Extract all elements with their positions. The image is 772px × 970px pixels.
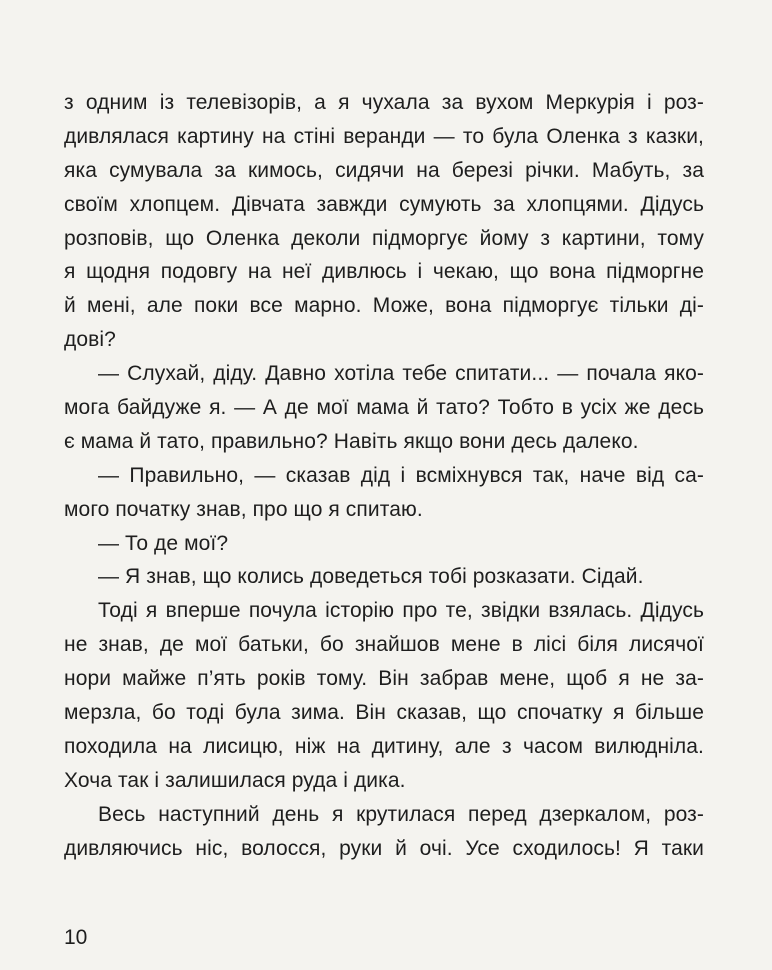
text-line: й мені, але поки все марно. Може, вона підморгує тільки ді- xyxy=(64,294,704,318)
text-line: мого початку знав, про що я спитаю. xyxy=(64,497,423,521)
text-line: дові? xyxy=(64,328,116,352)
page-number: 10 xyxy=(64,926,88,949)
text-line: Тоді я вперше почула історію про те, звідки взялась. Дідусь xyxy=(98,599,704,623)
text-line: я щодня подовгу на неї дивлюсь і чекаю, що вона підморгне xyxy=(64,260,704,284)
body-text xyxy=(64,86,704,865)
text-line: яка сумувала за кимось, сидячи на березі річки. Мабуть, за xyxy=(64,158,704,182)
text-line: розповів, що Оленка деколи підморгує йому з картини, тому xyxy=(64,226,704,250)
text-line: мога байдуже я. — А де мої мама й тато? Тобто в усіх же десь xyxy=(64,396,704,420)
text-line: своїм хлопцем. Дівчата завжди сумують за хлопцями. Дідусь xyxy=(64,192,704,216)
text-line: дивлялася картину на стіні веранди — то була Оленка з казки, xyxy=(64,124,704,148)
text-line: нори майже п’ять років тому. Він забрав мене, щоб я не за- xyxy=(64,667,704,691)
text-line: з одним із телевізорів, а я чухала за вухом Меркурія і роз- xyxy=(64,91,704,114)
text-line: — Я знав, що колись доведеться тобі розказати. Сідай. xyxy=(98,565,644,589)
text-line: мерзла, бо тоді була зима. Він сказав, що спочатку я більше xyxy=(64,701,704,725)
text-line: — То де мої? xyxy=(98,531,229,555)
text-line: не знав, де мої батьки, бо знайшов мене в лісі біля лисячої xyxy=(64,633,704,657)
text-line: — Слухай, діду. Давно хотіла тебе спитати... — почала яко- xyxy=(98,362,704,386)
text-line: є мама й тато, правильно? Навіть якщо вони десь далеко. xyxy=(64,429,639,453)
text-line: походила на лисицю, ніж на дитину, але з часом вилюдніла. xyxy=(64,734,704,758)
text-line: — Правильно, — сказав дід і всміхнувся так, наче від са- xyxy=(98,463,704,487)
text-line: Весь наступний день я крутилася перед дзеркалом, роз- xyxy=(98,802,704,826)
text-line: дивляючись ніс, волосся, руки й очі. Усе сходилось! Я таки xyxy=(64,836,704,860)
text-line: Хоча так і залишилася руда і дика. xyxy=(64,768,406,792)
